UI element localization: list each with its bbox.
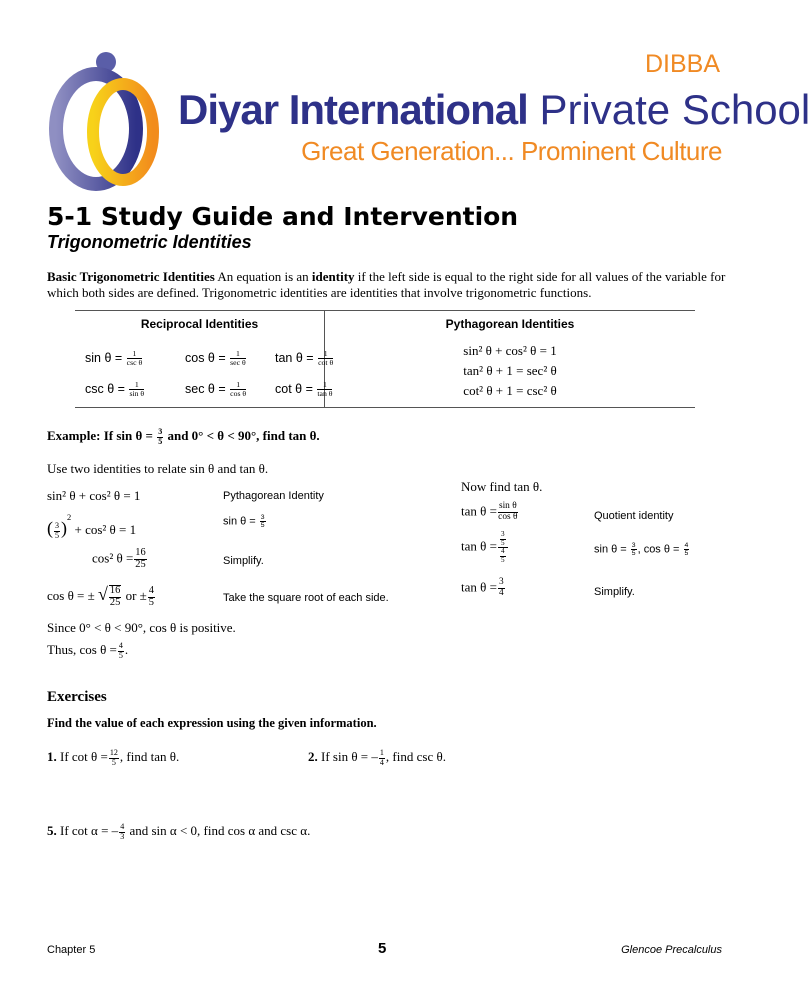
numerator: 1 [317, 381, 332, 390]
numerator: 3 [260, 514, 265, 521]
intro-text: if the left side is equal to the right side for all values of the variable for which both sides are defined. Trigonometric identities are identities that involve trigonometric functions. [47, 269, 726, 300]
denominator: 5 [500, 555, 505, 564]
equation: tan θ = [461, 503, 497, 519]
equation: + cos² θ = 1 [74, 522, 137, 537]
reason-text: , cos θ = [637, 543, 683, 556]
exercises-heading: Exercises [47, 689, 107, 705]
numerator: 3 [631, 542, 636, 549]
school-name-bold: Diyar International [178, 86, 528, 133]
exercise-text: If sin θ = – [321, 749, 378, 764]
page-subtitle: Trigonometric Identities [47, 232, 252, 252]
footer-publisher: Glencoe Precalculus [621, 944, 722, 956]
thus-text [47, 642, 128, 660]
numerator: 1 [379, 748, 384, 758]
identity-lhs: csc θ = [85, 381, 125, 396]
fraction [157, 428, 163, 446]
denominator: 5 [260, 522, 265, 530]
right-step-2 [461, 531, 509, 564]
intro-text: An equation is an [214, 269, 312, 284]
step-2-math: ( $\frac{3}{5}$ )$^2$ + cos² θ = 1 [47, 512, 137, 540]
denominator: 5 [684, 550, 689, 558]
denominator: 25 [135, 558, 146, 570]
right-step-3 [461, 578, 506, 599]
step-2-reason [223, 514, 267, 529]
equation: tan θ = [461, 538, 497, 554]
numerator: 1 [230, 381, 246, 390]
reciprocal-title: Reciprocal Identities [140, 317, 259, 331]
denominator: csc θ [126, 358, 143, 368]
step-4-math: cos θ = ± √ $\frac{16}{25}$ or ± $\frac{4}{5}$ [47, 584, 154, 609]
numerator: 16 [135, 547, 146, 558]
example-intro: Use two identities to relate sin θ and tan θ. [47, 461, 269, 476]
right-step-1 [461, 502, 519, 523]
numerator: 12 [109, 748, 118, 758]
identity-lhs: tan θ = [275, 350, 314, 365]
exercise-text: and sin α < 0, find cos α and csc α. [129, 823, 311, 838]
example-prefix: Example: If sin θ = [47, 428, 153, 443]
equation: cos² θ = [92, 550, 134, 566]
reason-text: sin θ = [594, 543, 630, 556]
numerator: 3 [500, 530, 505, 538]
denominator: 5 [500, 538, 505, 547]
exercise-number: 5. [47, 823, 57, 838]
exercise-1 [47, 749, 179, 767]
denominator: tan θ [317, 389, 333, 399]
denominator: cos θ [230, 389, 247, 399]
numerator: 3 [498, 577, 504, 587]
identity-lhs: sin θ = [85, 350, 123, 365]
numerator: 4 [148, 584, 154, 596]
pythagorean-identity: tan² θ + 1 = sec² θ [463, 363, 557, 378]
right-step-2-reason [594, 542, 690, 557]
exercises-instruction: Find the value of each expression using the given information. [47, 716, 377, 730]
right-step-1-reason: Quotient identity [594, 510, 674, 522]
denominator: 25 [109, 597, 121, 609]
since-text: Since 0° < θ < 90°, cos θ is positive. [47, 620, 236, 635]
school-name-regular: Private School [539, 86, 810, 133]
denominator: 5 [55, 530, 60, 540]
intro-paragraph [47, 269, 727, 301]
identity-lhs: cos θ = [185, 350, 226, 365]
numerator: 1 [318, 350, 333, 359]
exercise-2 [308, 749, 446, 767]
identities-table [75, 310, 695, 408]
denominator: 4 [379, 757, 384, 767]
exercise-text: , find tan θ. [119, 749, 180, 764]
numerator: sin θ [498, 501, 517, 511]
exercise-5 [47, 823, 310, 841]
page-title: 5-1 Study Guide and Intervention [47, 202, 519, 231]
numerator: 4 [120, 822, 125, 832]
denominator: cot θ [318, 358, 334, 368]
pythagorean-title: Pythagorean Identities [445, 317, 575, 331]
exercise-text: , find csc θ. [385, 749, 446, 764]
step-4-reason: Take the square root of each side. [223, 592, 389, 604]
school-name [178, 86, 810, 134]
intro-bold-term: identity [311, 269, 355, 284]
denominator: 5 [148, 596, 154, 608]
numerator: 3 [158, 427, 163, 437]
exercise-text: If cot θ = [60, 749, 108, 764]
numerator: 4 [118, 641, 123, 651]
pythagorean-list [325, 341, 695, 401]
step-3-reason: Simplify. [223, 555, 264, 567]
exercise-text: If cot α = – [60, 823, 119, 838]
school-tagline: Great Generation... Prominent Culture [301, 136, 722, 166]
period: . [124, 642, 129, 657]
pythagorean-identity: cot² θ + 1 = csc² θ [463, 383, 557, 398]
right-step-3-reason: Simplify. [594, 586, 635, 598]
identity-lhs: cot θ = [275, 381, 313, 396]
denominator: 4 [498, 587, 504, 598]
exponent: 2 [67, 512, 72, 522]
denominator: 5 [111, 757, 116, 767]
school-logo-icon [48, 44, 173, 189]
denominator: 3 [120, 831, 125, 841]
numerator: 1 [129, 381, 144, 390]
example-suffix: and 0° < θ < 90°, find tan θ. [167, 428, 320, 443]
equation: tan θ = [461, 579, 497, 595]
reason-text: sin θ = [223, 515, 259, 528]
numerator: 4 [684, 542, 689, 549]
numerator: 1 [127, 350, 143, 359]
or-text: or ± [125, 588, 147, 603]
reciprocal-identity [85, 381, 145, 398]
denominator: cos θ [498, 511, 518, 522]
denominator: sec θ [230, 358, 246, 368]
step-1-reason: Pythagorean Identity [223, 490, 324, 502]
identity-lhs: sec θ = [185, 381, 226, 396]
branch-name: DIBBA [644, 50, 720, 78]
right-intro: Now find tan θ. [461, 479, 543, 494]
numerator: 3 [55, 521, 60, 531]
thus-label: Thus, cos θ = [47, 642, 117, 657]
numerator: 4 [500, 547, 505, 555]
exercise-number: 1. [47, 749, 57, 764]
reciprocal-identity [85, 350, 143, 367]
equation: cos θ = ± [47, 588, 95, 603]
exercise-number: 2. [308, 749, 318, 764]
pythagorean-identity: sin² θ + cos² θ = 1 [463, 343, 557, 358]
step-1-math: sin² θ + cos² θ = 1 [47, 488, 141, 503]
denominator: 5 [118, 650, 123, 660]
page-number: 5 [378, 940, 387, 957]
example-heading [47, 428, 320, 446]
reciprocal-identity [185, 381, 247, 398]
footer-chapter: Chapter 5 [47, 944, 96, 956]
denominator: 5 [631, 550, 636, 558]
reciprocal-identity [185, 350, 247, 367]
denominator: sin θ [129, 389, 145, 399]
intro-heading: Basic Trigonometric Identities [47, 269, 215, 284]
numerator: 1 [230, 350, 246, 359]
step-3-math [92, 548, 148, 571]
denominator: 5 [158, 436, 163, 446]
numerator: 16 [109, 585, 121, 597]
